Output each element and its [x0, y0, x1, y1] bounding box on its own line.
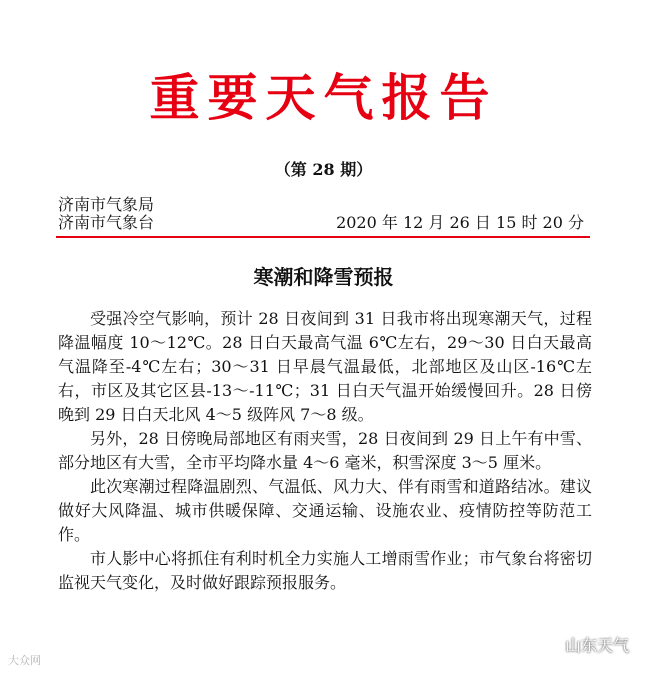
left-watermark-text: 大众网: [8, 654, 41, 667]
issue-date: 2020 年 12 月 26 日 15 时 20 分: [336, 213, 584, 232]
paragraph-2: 另外，28 日傍晚局部地区有雨夹雪，28 日夜间到 29 日上午有中雪、部分地区有大雪，全市平均降水量 4～6 毫米，积雪深度 3～5 厘米。: [58, 429, 592, 472]
right-watermark-text: 山东天气: [564, 635, 629, 655]
issuer-bureau: 济南市气象局: [58, 195, 155, 214]
red-divider: [56, 236, 590, 238]
left-watermark: [8, 654, 41, 668]
paragraph-4: 市人影中心将抓住有利时机全力实施人工增雨雪作业；市气象台将密切监视天气变化，及时做好跟踪预报服务。: [58, 549, 592, 592]
right-watermark: [537, 631, 629, 657]
report-body: [58, 307, 592, 595]
paragraph-1: 受强冷空气影响，预计 28 日夜间到 31 日我市将出现寒潮天气，过程降温幅度 10～12℃。28 日白天最高气温 6℃左右，29～30 日白天最高气温降至-4℃左右；30～31 日早晨气温最低，北部地区及山区-16℃左右，市区及其它区县-13～-11℃；31 日白天气温开始缓慢回升。28 日傍晚到 29 日白天北风 4～5 级阵风 7～8 级。: [58, 309, 592, 424]
issuer-observatory: 济南市气象台: [58, 213, 155, 232]
wechat-icon: [537, 633, 559, 655]
report-title: 重要天气报告: [149, 68, 498, 127]
paragraph-3: 此次寒潮过程降温剧烈、气温低、风力大、伴有雨雪和道路结冰。建议做好大风降温、城市供暖保障、交通运输、设施农业、疫情防控等防范工作。: [58, 477, 592, 544]
issue-number: （第 28 期）: [274, 160, 373, 179]
report-subtitle: 寒潮和降雪预报: [253, 265, 394, 289]
